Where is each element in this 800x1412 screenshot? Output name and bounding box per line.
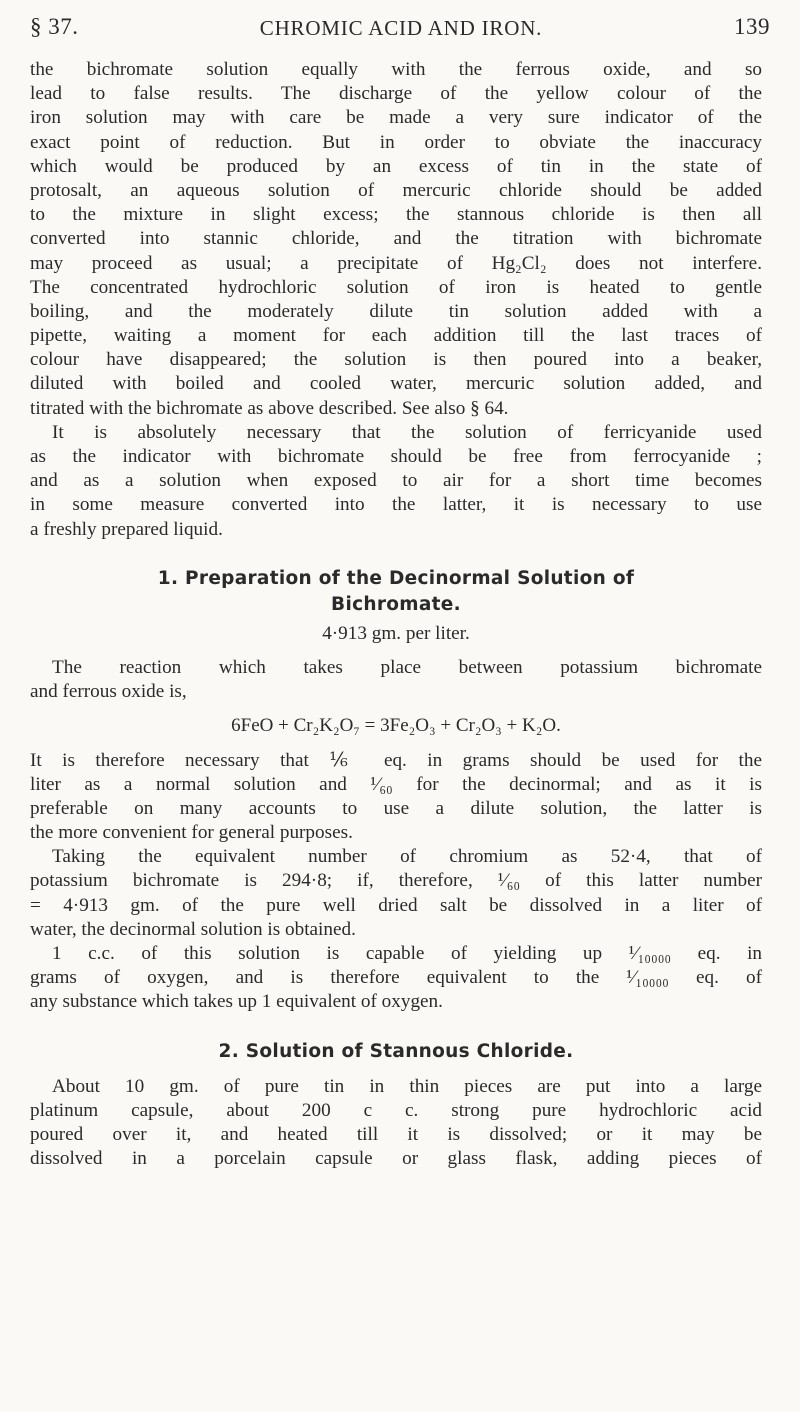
heading-line: 1. Preparation of the Decinormal Solution of xyxy=(157,567,635,589)
text-line: converted into stannic chloride, and the titration with bichromate xyxy=(30,228,762,250)
text-line: may proceed as usual; a precipitate of Hg₂Cl₂ does not interfere. xyxy=(30,252,762,274)
section-1-heading xyxy=(30,566,762,618)
text-line: and ferrous oxide is, xyxy=(30,681,187,703)
text-line: in some measure converted into the latter, it is necessary to use xyxy=(30,494,762,516)
text-line: as the indicator with bichromate should be free from ferrocyanide ; xyxy=(30,446,762,467)
text-line: pipette, waiting a moment for each addition till the last traces of xyxy=(30,325,762,347)
paragraph-3 xyxy=(30,656,762,704)
concentration-subtitle: 4·913 gm. per liter. xyxy=(322,622,470,644)
paragraph-6 xyxy=(30,942,762,1015)
text-line: potassium bichromate is 294·8; if, therefore, ¹⁄₆₀ of this latter number xyxy=(30,870,762,892)
text-line: 1 c.c. of this solution is capable of yielding up ¹⁄₁₀₀₀₀ eq. in xyxy=(52,943,762,964)
text-line: About 10 gm. of pure tin in thin pieces are put into a large xyxy=(52,1075,762,1097)
running-title: CHROMIC ACID AND IRON. xyxy=(259,16,543,40)
page-number: 139 xyxy=(734,14,770,39)
text-line: lead to false results. The discharge of the yellow colour of the xyxy=(30,83,762,105)
text-line: water, the decinormal solution is obtained. xyxy=(30,918,356,940)
text-line: Taking the equivalent number of chromium as 52·4, that of xyxy=(52,846,762,868)
paragraph-1 xyxy=(30,58,762,421)
paragraph-7 xyxy=(30,1075,762,1172)
text-line: The reaction which takes place between potassium bichromate xyxy=(52,656,762,678)
text-line: and as a solution when exposed to air for a short time becomes xyxy=(30,470,762,492)
paragraph-5 xyxy=(30,845,762,942)
text-line: = 4·913 gm. of the pure well dried salt be dissolved in a liter of xyxy=(30,894,762,916)
paragraph-4 xyxy=(30,749,762,846)
paragraph-2 xyxy=(30,421,762,542)
heading-line: Bichromate. xyxy=(331,593,461,615)
text-line: It is therefore necessary that ⅙ eq. in grams should be used for the xyxy=(30,749,762,771)
text-line: dissolved in a porcelain capsule or glass flask, adding pieces of xyxy=(30,1148,762,1170)
text-line: exact point of reduction. But in order to obviate the inaccuracy xyxy=(30,131,762,153)
section-2-heading: 2. Solution of Stannous Chloride. xyxy=(218,1040,574,1062)
text-line: platinum capsule, about 200 c c. strong pure hydrochloric acid xyxy=(30,1099,762,1121)
text-line: poured over it, and heated till it is dissolved; or it may be xyxy=(30,1123,762,1145)
text-line: boiling, and the moderately dilute tin solution added with a xyxy=(30,300,762,322)
page-body xyxy=(30,58,762,1171)
text-line: titrated with the bichromate as above described. See also § 64. xyxy=(30,397,509,419)
text-line: the more convenient for general purposes. xyxy=(30,822,353,844)
text-line: It is absolutely necessary that the solution of ferricyanide used xyxy=(52,421,762,443)
text-line: which would be produced by an excess of tin in the state of xyxy=(30,155,762,177)
text-line: grams of oxygen, and is therefore equivalent to the ¹⁄₁₀₀₀₀ eq. of xyxy=(30,967,762,989)
text-line: preferable on many accounts to use a dilute solution, the latter is xyxy=(30,797,762,819)
running-header xyxy=(28,8,774,52)
text-line: the bichromate solution equally with the ferrous oxide, and so xyxy=(30,59,762,80)
section-number: § 37. xyxy=(30,14,79,39)
text-line: to the mixture in slight excess; the stannous chloride is then all xyxy=(30,204,762,226)
text-line: colour have disappeared; the solution is then poured into a beaker, xyxy=(30,349,762,371)
text-line: The concentrated hydrochloric solution of iron is heated to gentle xyxy=(30,276,762,298)
chemical-equation: 6FeO + Cr₂K₂O₇ = 3Fe₂O₃ + Cr₂O₃ + K₂O. xyxy=(231,715,561,737)
text-line: iron solution may with care be made a very sure indicator of the xyxy=(30,107,762,129)
text-line: protosalt, an aqueous solution of mercuric chloride should be added xyxy=(30,179,762,201)
text-line: diluted with boiled and cooled water, mercuric solution added, and xyxy=(30,373,762,395)
text-line: liter as a normal solution and ¹⁄₆₀ for the decinormal; and as it is xyxy=(30,773,762,795)
text-line: a freshly prepared liquid. xyxy=(30,518,223,540)
text-line: any substance which takes up 1 equivalent of oxygen. xyxy=(30,991,443,1013)
